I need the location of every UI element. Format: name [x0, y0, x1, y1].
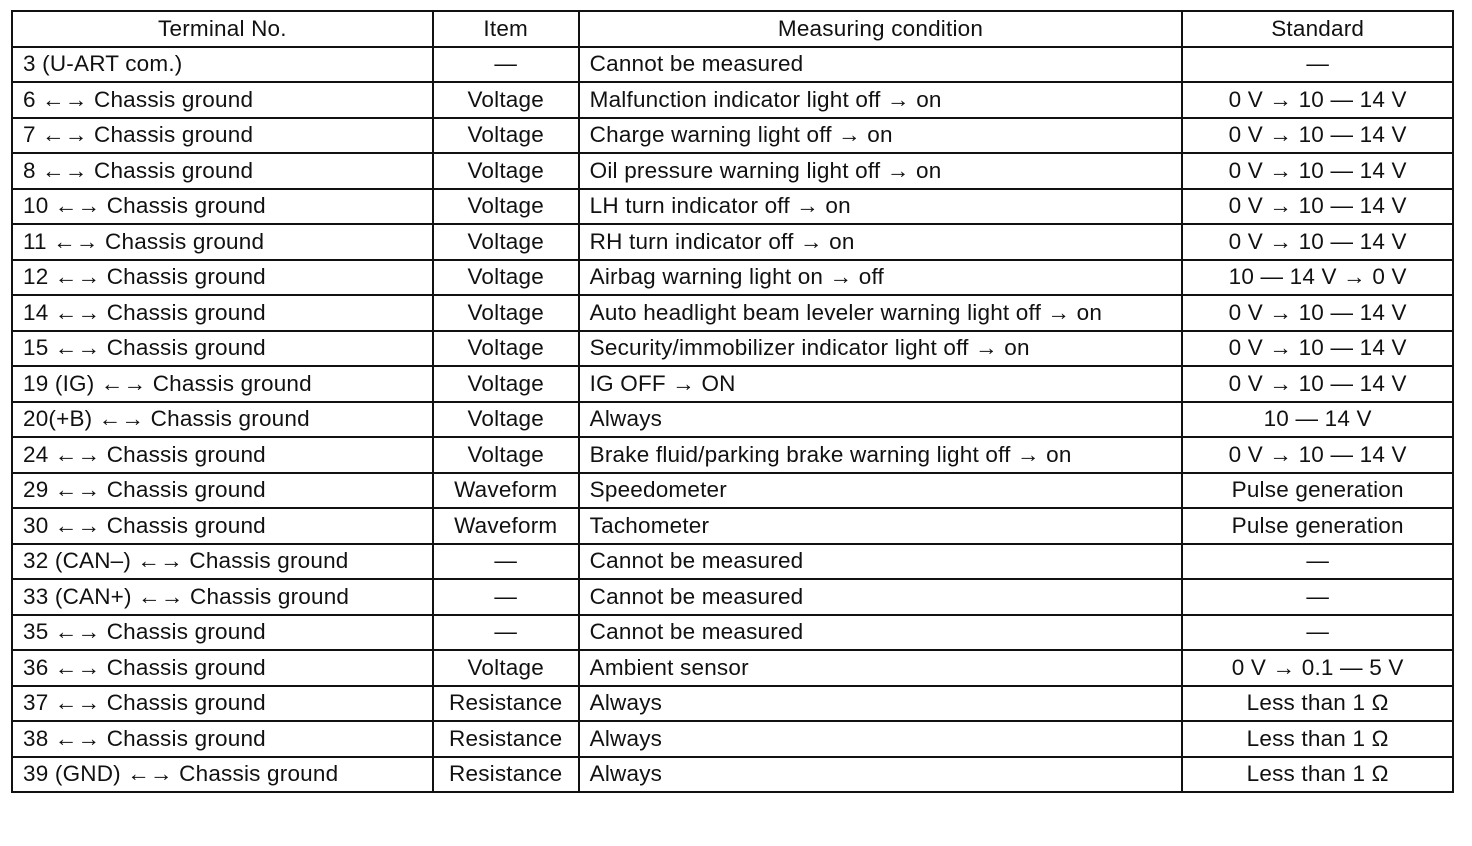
terminal-cell: 38 ←→ Chassis ground [12, 721, 433, 757]
terminal-cell: 15 ←→ Chassis ground [12, 331, 433, 367]
terminal-cell: 7 ←→ Chassis ground [12, 118, 433, 154]
table-row [12, 189, 1453, 225]
standard-cell: 10 — 14 V → 0 V [1182, 260, 1453, 296]
header-terminal-no: Terminal No. [12, 11, 433, 47]
standard-cell: 0 V → 10 — 14 V [1182, 118, 1453, 154]
condition-cell: Cannot be measured [579, 47, 1183, 83]
terminal-cell: 24 ←→ Chassis ground [12, 437, 433, 473]
header-standard: Standard [1182, 11, 1453, 47]
standard-cell: — [1182, 579, 1453, 615]
item-cell: Voltage [433, 402, 579, 438]
standard-cell: 0 V → 0.1 — 5 V [1182, 650, 1453, 686]
item-cell: Voltage [433, 366, 579, 402]
item-cell: Voltage [433, 331, 579, 367]
table-row [12, 757, 1453, 793]
item-cell: — [433, 544, 579, 580]
table-row [12, 118, 1453, 154]
terminal-cell: 3 (U-ART com.) [12, 47, 433, 83]
condition-cell: Always [579, 402, 1183, 438]
terminal-cell: 32 (CAN–) ←→ Chassis ground [12, 544, 433, 580]
terminal-cell: 10 ←→ Chassis ground [12, 189, 433, 225]
terminal-cell: 36 ←→ Chassis ground [12, 650, 433, 686]
terminal-cell: 35 ←→ Chassis ground [12, 615, 433, 651]
condition-cell: Oil pressure warning light off → on [579, 153, 1183, 189]
item-cell: — [433, 615, 579, 651]
table-row [12, 473, 1453, 509]
standard-cell: 0 V → 10 — 14 V [1182, 437, 1453, 473]
item-cell: Voltage [433, 118, 579, 154]
standard-cell: — [1182, 47, 1453, 83]
table-body [12, 47, 1453, 793]
terminal-cell: 33 (CAN+) ←→ Chassis ground [12, 579, 433, 615]
item-cell: Voltage [433, 82, 579, 118]
terminal-cell: 39 (GND) ←→ Chassis ground [12, 757, 433, 793]
item-cell: Resistance [433, 757, 579, 793]
item-cell: Voltage [433, 260, 579, 296]
standard-cell: 0 V → 10 — 14 V [1182, 153, 1453, 189]
terminal-cell: 19 (IG) ←→ Chassis ground [12, 366, 433, 402]
condition-cell: Charge warning light off → on [579, 118, 1183, 154]
condition-cell: Always [579, 757, 1183, 793]
condition-cell: Auto headlight beam leveler warning light off → on [579, 295, 1183, 331]
item-cell: Waveform [433, 508, 579, 544]
item-cell: Voltage [433, 153, 579, 189]
terminal-cell: 37 ←→ Chassis ground [12, 686, 433, 722]
table-row [12, 260, 1453, 296]
condition-cell: Brake fluid/parking brake warning light off → on [579, 437, 1183, 473]
standard-cell: 0 V → 10 — 14 V [1182, 82, 1453, 118]
standard-cell: Less than 1 Ω [1182, 757, 1453, 793]
table-row [12, 366, 1453, 402]
table-row [12, 153, 1453, 189]
table-row [12, 82, 1453, 118]
standard-cell: — [1182, 615, 1453, 651]
terminal-cell: 12 ←→ Chassis ground [12, 260, 433, 296]
condition-cell: Cannot be measured [579, 544, 1183, 580]
standard-cell: — [1182, 544, 1453, 580]
standard-cell: 10 — 14 V [1182, 402, 1453, 438]
item-cell: Voltage [433, 437, 579, 473]
standard-cell: Pulse generation [1182, 473, 1453, 509]
standard-cell: 0 V → 10 — 14 V [1182, 224, 1453, 260]
table-row [12, 650, 1453, 686]
condition-cell: Malfunction indicator light off → on [579, 82, 1183, 118]
terminal-spec-table [11, 10, 1454, 793]
condition-cell: Always [579, 686, 1183, 722]
item-cell: Resistance [433, 686, 579, 722]
standard-cell: 0 V → 10 — 14 V [1182, 366, 1453, 402]
table-row [12, 615, 1453, 651]
table-row [12, 579, 1453, 615]
standard-cell: 0 V → 10 — 14 V [1182, 295, 1453, 331]
table-row [12, 721, 1453, 757]
item-cell: Waveform [433, 473, 579, 509]
table-header-row [12, 11, 1453, 47]
header-item: Item [433, 11, 579, 47]
header-measuring-condition: Measuring condition [579, 11, 1183, 47]
terminal-cell: 20(+B) ←→ Chassis ground [12, 402, 433, 438]
condition-cell: IG OFF → ON [579, 366, 1183, 402]
condition-cell: Security/immobilizer indicator light off → on [579, 331, 1183, 367]
item-cell: Voltage [433, 189, 579, 225]
item-cell: — [433, 579, 579, 615]
item-cell: Voltage [433, 224, 579, 260]
table-row [12, 295, 1453, 331]
standard-cell: Less than 1 Ω [1182, 686, 1453, 722]
terminal-cell: 6 ←→ Chassis ground [12, 82, 433, 118]
terminal-cell: 8 ←→ Chassis ground [12, 153, 433, 189]
table-row [12, 47, 1453, 83]
condition-cell: Cannot be measured [579, 579, 1183, 615]
table-row [12, 402, 1453, 438]
condition-cell: RH turn indicator off → on [579, 224, 1183, 260]
standard-cell: 0 V → 10 — 14 V [1182, 331, 1453, 367]
item-cell: Resistance [433, 721, 579, 757]
condition-cell: LH turn indicator off → on [579, 189, 1183, 225]
terminal-cell: 29 ←→ Chassis ground [12, 473, 433, 509]
terminal-cell: 14 ←→ Chassis ground [12, 295, 433, 331]
condition-cell: Always [579, 721, 1183, 757]
table-row [12, 544, 1453, 580]
table-row [12, 437, 1453, 473]
item-cell: Voltage [433, 650, 579, 686]
terminal-cell: 30 ←→ Chassis ground [12, 508, 433, 544]
table-row [12, 686, 1453, 722]
table-row [12, 224, 1453, 260]
condition-cell: Ambient sensor [579, 650, 1183, 686]
item-cell: — [433, 47, 579, 83]
condition-cell: Cannot be measured [579, 615, 1183, 651]
condition-cell: Tachometer [579, 508, 1183, 544]
table-row [12, 508, 1453, 544]
terminal-cell: 11 ←→ Chassis ground [12, 224, 433, 260]
condition-cell: Speedometer [579, 473, 1183, 509]
condition-cell: Airbag warning light on → off [579, 260, 1183, 296]
item-cell: Voltage [433, 295, 579, 331]
table-row [12, 331, 1453, 367]
standard-cell: 0 V → 10 — 14 V [1182, 189, 1453, 225]
standard-cell: Pulse generation [1182, 508, 1453, 544]
standard-cell: Less than 1 Ω [1182, 721, 1453, 757]
